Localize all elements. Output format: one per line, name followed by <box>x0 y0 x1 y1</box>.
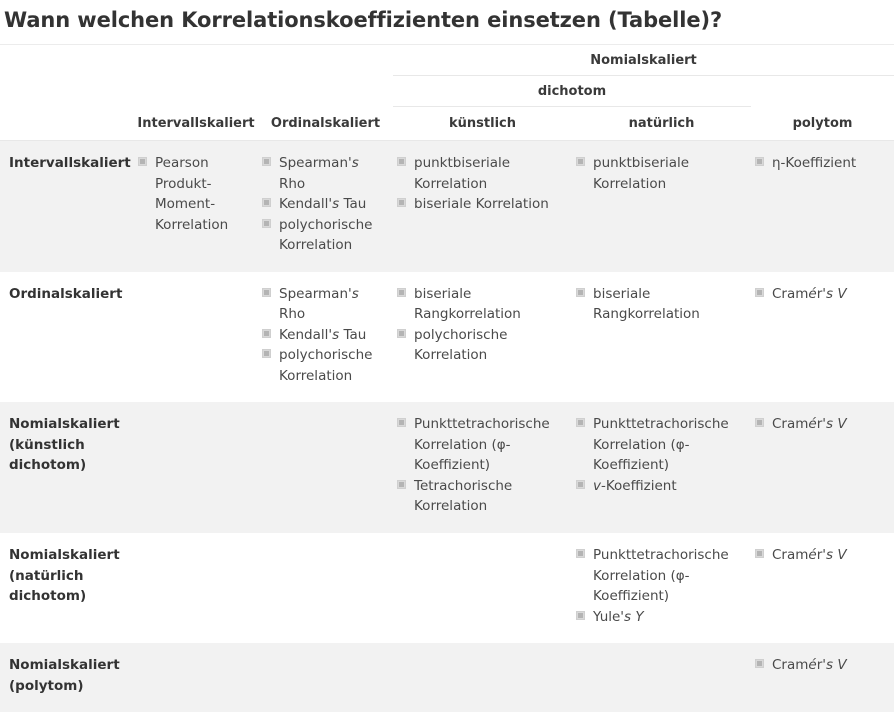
list-item <box>397 476 562 517</box>
bullet-square-icon <box>755 659 764 668</box>
bullet-square-icon <box>397 329 406 338</box>
header-col-scale <box>0 107 134 141</box>
coefficient-list <box>397 284 562 366</box>
list-item-label: punktbiseriale Korrelation <box>414 155 511 192</box>
header-col-natuerlich: natürlich <box>572 107 751 141</box>
header-col-ordinalskaliert: Ordinalskaliert <box>258 107 393 141</box>
bullet-square-icon <box>397 157 406 166</box>
table-row <box>0 272 894 403</box>
list-item <box>138 153 248 235</box>
cell-kuenstlich <box>393 402 572 533</box>
list-item <box>262 194 383 215</box>
list-item <box>262 153 383 194</box>
cell-intervall <box>134 272 258 403</box>
coefficient-list <box>138 153 248 235</box>
cell-kuenstlich <box>393 141 572 272</box>
cell-natuerlich <box>572 402 751 533</box>
list-item-label: punktbiseriale Korrelation <box>593 155 690 192</box>
bullet-square-icon <box>576 418 585 427</box>
table-row <box>0 643 894 712</box>
list-item-label: Cramér's V <box>772 416 847 433</box>
cell-natuerlich <box>572 533 751 643</box>
header-blank-right-1 <box>751 76 894 107</box>
cell-intervall <box>134 533 258 643</box>
bullet-square-icon <box>576 611 585 620</box>
cell-kuenstlich <box>393 272 572 403</box>
page-title: Wann welchen Korrelationskoeffizienten einsetzen (Tabelle)? <box>4 8 723 32</box>
list-item-label: Punkttetrachorische Korrelation (φ-Koeffizient) <box>593 416 729 474</box>
cell-ordinal <box>258 643 393 712</box>
coefficient-list <box>576 153 741 194</box>
coefficient-list <box>262 153 383 256</box>
list-item-label: biseriale Rangkorrelation <box>593 285 700 323</box>
cell-polytom <box>751 402 894 533</box>
table-header <box>0 45 894 141</box>
coefficient-list <box>576 414 741 496</box>
page-tail-spacer <box>0 712 894 722</box>
list-item <box>397 414 562 476</box>
list-item <box>397 153 562 194</box>
cell-intervall <box>134 402 258 533</box>
row-header-label: Intervallskaliert <box>0 141 134 272</box>
list-item-label: Pearson Produkt-Moment-Korrelation <box>155 155 229 233</box>
bullet-square-icon <box>397 480 406 489</box>
bullet-square-icon <box>397 288 406 297</box>
header-blank-left-1 <box>0 45 393 76</box>
header-col-polytom: polytom <box>751 107 894 141</box>
table-body <box>0 141 894 712</box>
row-header-label: Nomialskaliert (natürlich dichotom) <box>0 533 134 643</box>
list-item <box>262 345 383 386</box>
header-group-top-row <box>0 45 894 76</box>
row-header-label: Ordinalskaliert <box>0 272 134 403</box>
coefficient-list <box>755 153 884 174</box>
list-item-label: Kendall's Tau <box>279 326 367 343</box>
list-item <box>755 284 884 305</box>
header-col-intervallskaliert: Intervallskaliert <box>134 107 258 141</box>
bullet-square-icon <box>755 549 764 558</box>
list-item-label: v-Koeffizient <box>593 477 677 494</box>
coefficient-list <box>397 414 562 517</box>
list-item-label: Spearman's Rho <box>279 285 359 323</box>
cell-natuerlich <box>572 141 751 272</box>
cell-intervall <box>134 141 258 272</box>
list-item-label: Kendall's Tau <box>279 196 367 213</box>
cell-ordinal <box>258 272 393 403</box>
list-item <box>576 607 741 628</box>
cell-polytom <box>751 533 894 643</box>
list-item-label: Yule's Y <box>593 608 644 625</box>
coefficient-list <box>397 153 562 215</box>
coefficient-list <box>755 414 884 435</box>
list-item-label: Cramér's V <box>772 657 847 674</box>
bullet-square-icon <box>262 219 271 228</box>
bullet-square-icon <box>576 549 585 558</box>
cell-polytom <box>751 643 894 712</box>
header-group-dichotom: dichotom <box>393 76 751 107</box>
bullet-square-icon <box>755 418 764 427</box>
list-item-label: polychorische Korrelation <box>279 216 373 254</box>
header-group-nomialskaliert: Nomialskaliert <box>393 45 894 76</box>
bullet-square-icon <box>262 329 271 338</box>
bullet-square-icon <box>576 157 585 166</box>
list-item-label: Punkttetrachorische Korrelation (φ-Koeffizient) <box>414 416 550 474</box>
bullet-square-icon <box>576 288 585 297</box>
list-item <box>397 325 562 366</box>
coefficient-list <box>755 284 884 305</box>
list-item <box>576 414 741 476</box>
bullet-square-icon <box>755 288 764 297</box>
list-item <box>576 284 741 325</box>
cell-natuerlich <box>572 272 751 403</box>
list-item-label: Cramér's V <box>772 546 847 563</box>
list-item-label: Spearman's Rho <box>279 155 359 192</box>
header-blank-left-2 <box>0 76 393 107</box>
list-item-label: biseriale Rangkorrelation <box>414 285 521 323</box>
coefficient-list <box>755 655 884 676</box>
cell-polytom <box>751 272 894 403</box>
coefficient-list <box>755 545 884 566</box>
list-item-label: biseriale Korrelation <box>414 196 549 213</box>
list-item <box>262 325 383 346</box>
cell-ordinal <box>258 141 393 272</box>
cell-natuerlich <box>572 643 751 712</box>
bullet-square-icon <box>262 157 271 166</box>
list-item-label: η-Koeffizient <box>772 155 857 172</box>
bullet-square-icon <box>755 157 764 166</box>
list-item-label: Tetrachorische Korrelation <box>414 477 513 515</box>
bullet-square-icon <box>262 198 271 207</box>
table-row <box>0 402 894 533</box>
bullet-square-icon <box>397 418 406 427</box>
coefficient-list <box>576 545 741 627</box>
list-item <box>755 545 884 566</box>
list-item <box>576 153 741 194</box>
row-header-label: Nomialskaliert (künstlich dichotom) <box>0 402 134 533</box>
coefficient-list <box>576 284 741 325</box>
header-columns-row <box>0 107 894 141</box>
list-item <box>397 194 562 215</box>
bullet-square-icon <box>576 480 585 489</box>
bullet-square-icon <box>262 349 271 358</box>
list-item <box>755 414 884 435</box>
header-group-sub-row <box>0 76 894 107</box>
row-header-label: Nomialskaliert (polytom) <box>0 643 134 712</box>
list-item <box>755 153 884 174</box>
cell-kuenstlich <box>393 533 572 643</box>
cell-ordinal <box>258 402 393 533</box>
list-item <box>397 284 562 325</box>
correlation-coefficients-table <box>0 44 894 712</box>
list-item-label: Cramér's V <box>772 285 847 302</box>
bullet-square-icon <box>138 157 147 166</box>
table-row <box>0 533 894 643</box>
cell-intervall <box>134 643 258 712</box>
bullet-square-icon <box>397 198 406 207</box>
list-item <box>262 284 383 325</box>
list-item-label: polychorische Korrelation <box>414 326 508 364</box>
cell-ordinal <box>258 533 393 643</box>
header-col-kuenstlich: künstlich <box>393 107 572 141</box>
list-item-label: polychorische Korrelation <box>279 347 373 384</box>
list-item <box>576 476 741 497</box>
bullet-square-icon <box>262 288 271 297</box>
table-row <box>0 141 894 272</box>
cell-polytom <box>751 141 894 272</box>
coefficient-list <box>262 284 383 387</box>
list-item <box>262 215 383 256</box>
list-item-label: Punkttetrachorische Korrelation (φ-Koeffizient) <box>593 546 729 605</box>
list-item <box>576 545 741 607</box>
list-item <box>755 655 884 676</box>
cell-kuenstlich <box>393 643 572 712</box>
